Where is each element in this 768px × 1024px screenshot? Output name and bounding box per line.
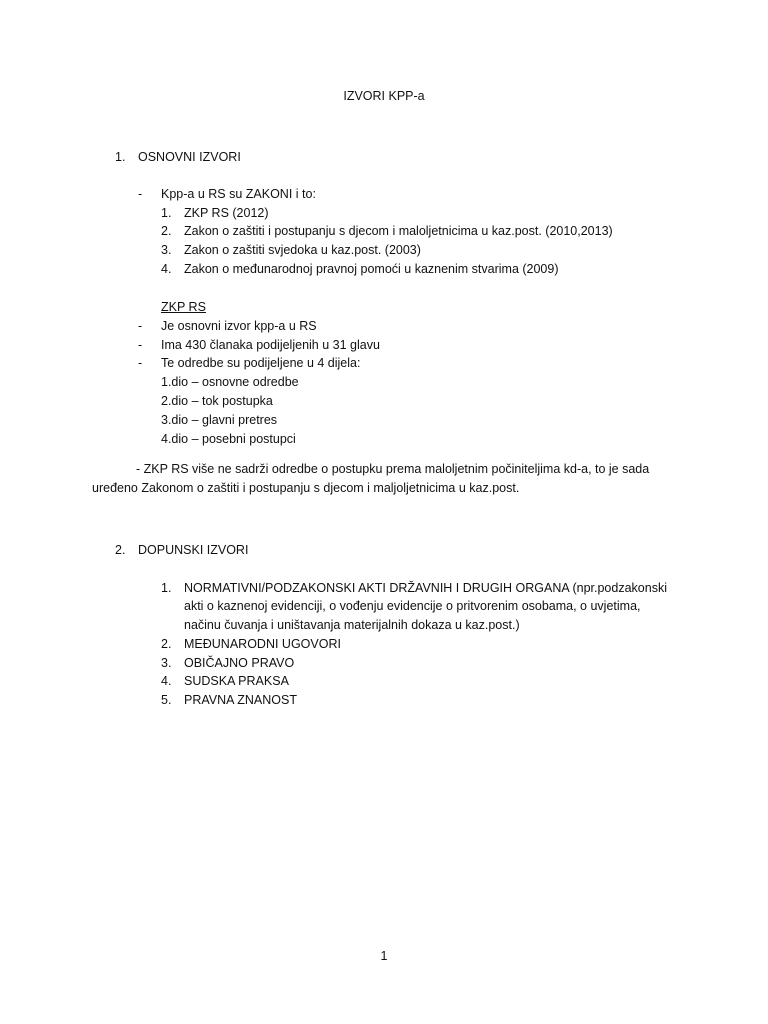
list-bullet: - xyxy=(138,338,143,352)
list-bullet: - xyxy=(138,319,143,333)
list-bullet: - xyxy=(138,356,143,370)
part-item: 4.dio – posebni postupci xyxy=(161,432,296,446)
list-item-continuation: akti o kaznenoj evidenciji, o vođenju evidencije o pritvorenim osobama, o uvjetima, xyxy=(184,599,641,613)
list-item: ZKP RS (2012) xyxy=(184,206,269,220)
list-item: Zakon o zaštiti i postupanju s djecom i maloljetnicima u kaz.post. (2010,2013) xyxy=(184,224,613,238)
list-number: 1. xyxy=(161,206,172,220)
list-number: 1. xyxy=(161,581,172,595)
list-item: SUDSKA PRAKSA xyxy=(184,674,289,688)
subheading: ZKP RS xyxy=(161,300,206,314)
list-item: OBIČAJNO PRAVO xyxy=(184,656,295,670)
list-item: Zakon o zaštiti svjedoka u kaz.post. (2003) xyxy=(184,243,421,257)
section-heading: OSNOVNI IZVORI xyxy=(138,150,241,164)
list-item: PRAVNA ZNANOST xyxy=(184,693,297,707)
list-number: 3. xyxy=(161,243,172,257)
list-item: Ima 430 članaka podijeljenih u 31 glavu xyxy=(161,338,380,352)
list-item: Te odredbe su podijeljene u 4 dijela: xyxy=(161,356,361,370)
list-item-continuation: načinu čuvanja i uništavanja materijalnih dokaza u kaz.post.) xyxy=(184,618,520,632)
list-item: Kpp-a u RS su ZAKONI i to: xyxy=(161,187,316,201)
list-bullet: - xyxy=(138,187,143,201)
list-item: MEĐUNARODNI UGOVORI xyxy=(184,637,341,651)
part-item: 3.dio – glavni pretres xyxy=(161,413,278,427)
part-item: 2.dio – tok postupka xyxy=(161,394,273,408)
list-number: 4. xyxy=(161,674,172,688)
note-text: uređeno Zakonom o zaštiti i postupanju s djecom i maljoljetnicima u kaz.post. xyxy=(92,481,520,495)
section-number: 1. xyxy=(115,150,126,164)
document-title: IZVORI KPP-a xyxy=(343,89,425,103)
list-item: Je osnovni izvor kpp-a u RS xyxy=(161,319,317,333)
list-number: 3. xyxy=(161,656,172,670)
page-number: 1 xyxy=(380,949,388,963)
list-number: 2. xyxy=(161,637,172,651)
section-number: 2. xyxy=(115,543,126,557)
part-item: 1.dio – osnovne odredbe xyxy=(161,375,299,389)
list-number: 5. xyxy=(161,693,172,707)
list-number: 2. xyxy=(161,224,172,238)
section-heading: DOPUNSKI IZVORI xyxy=(138,543,249,557)
list-item: Zakon o međunarodnoj pravnoj pomoći u kaznenim stvarima (2009) xyxy=(184,262,559,276)
note-text: - ZKP RS više ne sadrži odredbe o postupku prema maloljetnim počiniteljima kd-a, to je sada xyxy=(136,462,650,476)
list-number: 4. xyxy=(161,262,172,276)
list-item: NORMATIVNI/PODZAKONSKI AKTI DRŽAVNIH I DRUGIH ORGANA (npr.podzakonski xyxy=(184,581,667,595)
